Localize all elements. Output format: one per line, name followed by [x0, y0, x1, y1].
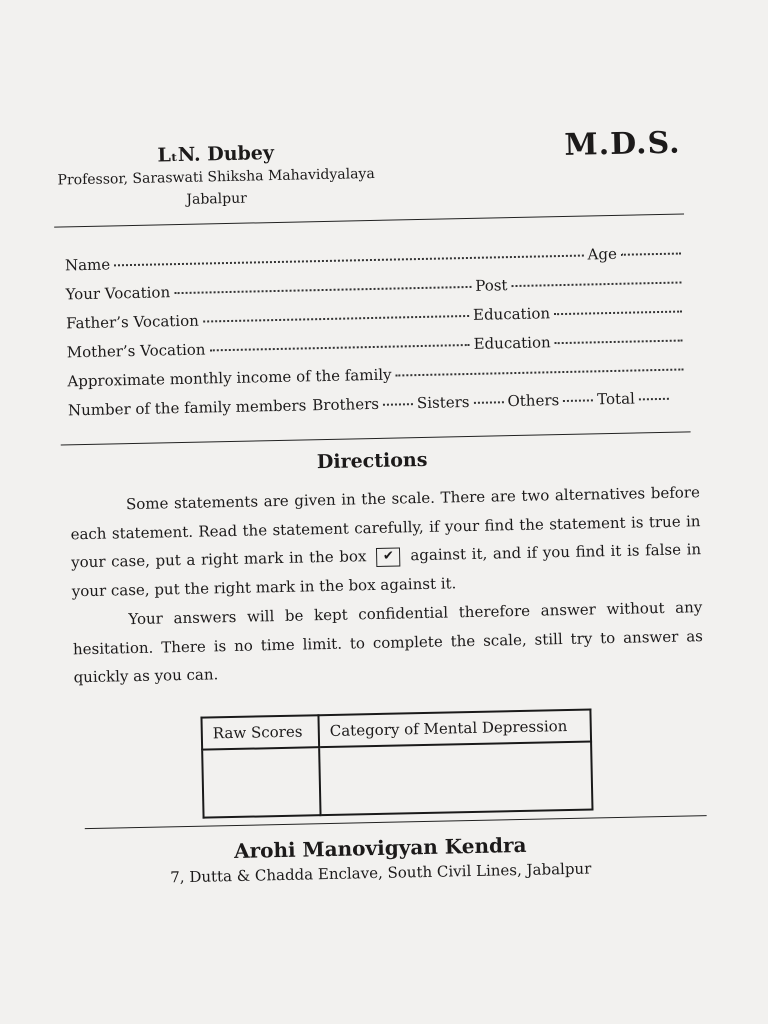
income-blank[interactable] [396, 368, 684, 376]
name-label: Name [64, 255, 111, 275]
your-vocation-blank[interactable] [174, 286, 471, 294]
publisher-address: 7, Dutta & Chadda Enclave, South Civil Lines, Jabalpur [170, 859, 592, 887]
publisher-name: Arohi Manovigyan Kendra [233, 832, 527, 864]
score-table [200, 708, 593, 818]
directions-paragraph-1 [70, 478, 702, 605]
income-label: Approximate monthly income of the family [67, 365, 392, 391]
age-blank[interactable] [621, 253, 681, 256]
publisher-block [55, 829, 706, 889]
top-divider [54, 213, 684, 227]
your-vocation-label: Your Vocation [65, 283, 171, 304]
post-blank[interactable] [511, 282, 681, 288]
sisters-blank[interactable] [473, 401, 503, 404]
mothers-education-blank[interactable] [555, 340, 683, 345]
total-blank[interactable] [639, 398, 669, 401]
family-members-label: Number of the family members [67, 396, 307, 420]
fathers-education-blank[interactable] [554, 311, 682, 316]
mothers-education-label: Education [473, 333, 551, 353]
directions-text-before-box: Some statements are given in the scale. There are two alternatives before each statement. Read the statement carefully, if your find the statement is true in your case, put a right mark in the box [70, 483, 701, 572]
others-label: Others [507, 391, 560, 411]
brothers-label: Brothers [312, 394, 380, 415]
directions-text-after-box: against it, and if you find it is false in your case, put the right mark in the box against it. [71, 540, 702, 600]
author-name: LₜN. Dubey [157, 142, 275, 167]
table-row [202, 742, 592, 818]
fathers-vocation-label: Father’s Vocation [66, 311, 200, 333]
test-code: M.D.S. [564, 125, 681, 163]
fathers-education-label: Education [472, 304, 551, 324]
author-title: Professor, Saraswati Shiksha Mahavidyalaya [57, 165, 375, 189]
bottom-divider [85, 815, 707, 829]
author-city: Jabalpur [186, 190, 247, 208]
depression-category-cell[interactable] [319, 742, 592, 816]
mothers-vocation-blank[interactable] [209, 344, 469, 351]
raw-scores-header: Raw Scores [201, 715, 319, 749]
others-blank[interactable] [563, 399, 593, 402]
depression-category-header: Category of Mental Depression [318, 710, 591, 748]
directions-title: Directions [316, 448, 428, 474]
middle-divider [61, 431, 691, 445]
directions-paragraph-2: Your answers will be kept confidential therefore answer without any hesitation. There is no time limit. to complete the scale, still try to answer as quickly as you can. [72, 598, 704, 687]
total-label: Total [597, 389, 636, 409]
name-blank[interactable] [114, 255, 583, 267]
post-label: Post [475, 276, 508, 295]
age-label: Age [587, 244, 618, 264]
mothers-vocation-label: Mother’s Vocation [66, 340, 206, 362]
form-sheet [40, 113, 717, 927]
checkmark-box-icon: ✔ [376, 547, 400, 566]
brothers-blank[interactable] [383, 403, 413, 406]
personal-info-fields [65, 243, 689, 430]
fathers-vocation-blank[interactable] [203, 315, 469, 323]
sisters-label: Sisters [416, 392, 470, 413]
author-block [50, 140, 381, 211]
raw-score-cell[interactable] [202, 747, 320, 817]
